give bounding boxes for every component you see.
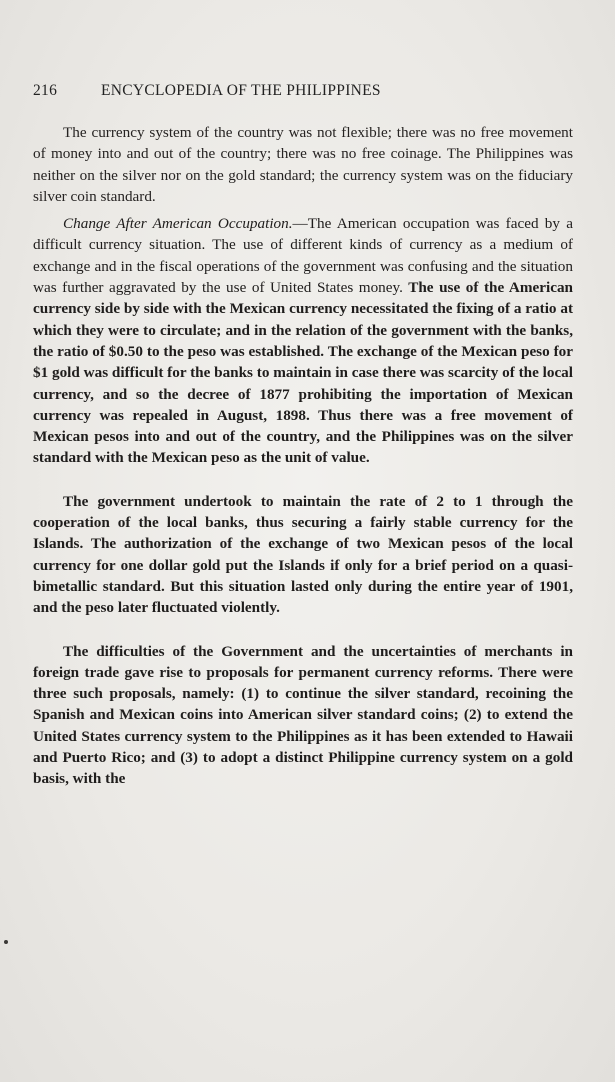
running-title: ENCYCLOPEDIA OF THE PHILIPPINES — [101, 82, 381, 99]
paragraph-text: —The American occupation was faced by a difficult currency situation. The use of different kinds of currency as a medium of exchange and in the fiscal operations of the government was confusing and the situation was further aggravated by the use of United States money. — [33, 215, 573, 297]
page-number: 216 — [33, 82, 58, 99]
section-heading-italic: Change After American Occupation. — [63, 215, 293, 233]
paragraph-currency-reforms: The difficulties of the Government and the uncertainties of merchants in foreign trade gave rise to proposals for permanent currency reforms. There were three such proposals, namely: (1) to continue the silver standard, recoining the Spanish and Mexican coins into American silver standard coins; (2) to extend the United States currency system to the Philippines as it has been extended to Hawaii and Puerto Rico; and (3) to adopt a distinct Philippine currency system on a gold basis, with the — [33, 642, 573, 788]
paragraph-currency-system: The currency system of the country was not flexible; there was no free movement of money into and out of the country; there was no free coinage. The Philippines was neither on the silver nor on the gold standard; the currency system was on the fiduciary silver coin standard. — [33, 124, 573, 205]
paragraph-change-after-occupation — [33, 213, 573, 469]
margin-mark — [4, 940, 8, 944]
paragraph-text-continued: The use of the American currency side by side with the Mexican currency necessitated the fixing of a ratio at which they were to circulate; and in the relation of the government with the banks, the ratio of $0.50 to the peso was established. The exchange of the Mexican peso for $1 gold was difficult for the banks to maintain in case there was scarcity of the local currency, and so the decree of 1877 prohibiting the importation of Mexican currency was repealed in August, 1898. Thus there was a free movement of Mexican pesos into and out of the country, and the Philippines was on the silver standard with the Mexican peso as the unit of value. — [33, 279, 574, 467]
body-text — [33, 122, 573, 796]
paragraph-rate-maintenance: The government undertook to maintain the rate of 2 to 1 through the cooperation of the local banks, thus securing a fairly stable currency for the Islands. The authorization of the exchange of two Mexican pesos of the local currency for one dollar gold put the Islands if only for a brief period on a quasi-bimetallic standard. But this situation lasted only during the entire year of 1901, and the peso later fluctuated violently. — [33, 492, 573, 617]
page-header — [33, 82, 513, 100]
